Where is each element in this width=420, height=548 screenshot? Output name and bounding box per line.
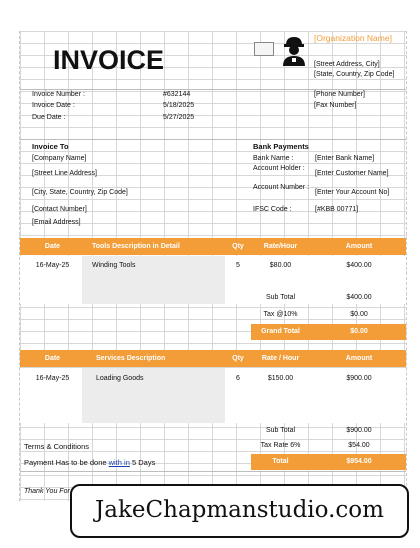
due-date-label: Due Date : — [32, 114, 66, 121]
services-subtotal-value: $900.00 — [346, 427, 372, 434]
divider — [20, 471, 406, 472]
bank-name-value: [Enter Bank Name] — [315, 155, 375, 162]
email-address: [Email Address] — [32, 219, 81, 226]
invoice-to-heading: Invoice To — [32, 142, 69, 151]
invoice-date-value: 5/18/2025 — [163, 102, 195, 109]
services-col-rate: Rate / Hour — [261, 355, 300, 362]
watermark-banner: JakeChapmanstudio.com — [70, 484, 409, 538]
services-row-amount: $900.00 — [346, 375, 372, 382]
thank-you-text: Thank You For — [24, 488, 70, 495]
logo-placeholder — [254, 42, 274, 56]
services-col-amount: Amount — [345, 355, 373, 362]
worker-icon — [279, 34, 309, 66]
services-row-date: 16-May-25 — [35, 375, 70, 382]
tools-grand-total-value: $0.00 — [350, 328, 368, 335]
account-number-value: [Enter Your Account No] — [315, 189, 390, 196]
tools-tax-label: Tax @10% — [263, 311, 298, 318]
services-row-desc: Loading Goods — [96, 375, 144, 382]
tools-subtotal-label: Sub Total — [265, 294, 296, 301]
org-phone: [Phone Number] — [314, 91, 365, 98]
divider — [20, 89, 406, 90]
tools-row-amount: $400.00 — [346, 262, 372, 269]
invoice-date-label: Invoice Date : — [32, 102, 75, 109]
payment-terms-pre: Payment Has to be done — [24, 458, 109, 467]
ifsc-label: IFSC Code : — [253, 206, 292, 213]
services-total-value: $954.00 — [346, 458, 372, 465]
tools-row-desc: Winding Tools — [92, 262, 136, 269]
tools-row-date: 16-May-25 — [35, 262, 70, 269]
services-col-qty: Qty — [232, 355, 244, 362]
org-name-text: [Organization Name] — [314, 33, 392, 43]
street-address: [Street Line Address] — [32, 170, 97, 177]
due-date-value: 5/27/2025 — [163, 114, 195, 121]
services-total-label: Total — [272, 458, 289, 465]
bank-payments-heading: Bank Payments — [253, 142, 309, 151]
tools-col-amount: Amount — [345, 243, 373, 250]
divider — [20, 139, 406, 140]
invoice-number-value: #632144 — [163, 91, 191, 98]
tools-subtotal-value: $400.00 — [346, 294, 372, 301]
services-col-date: Date — [44, 355, 61, 362]
org-state-text: [State, Country, Zip Code] — [314, 71, 395, 78]
terms-heading: Terms & Conditions — [24, 442, 90, 451]
tools-col-rate: Rate/Hour — [263, 243, 298, 250]
company-name: [Company Name] — [32, 155, 87, 162]
org-state — [314, 71, 402, 79]
payment-terms — [24, 458, 155, 467]
account-number-label-text: Account Number : — [253, 184, 310, 191]
invoice-title: INVOICE — [53, 45, 165, 75]
org-name — [314, 33, 404, 43]
tools-row-qty: 5 — [236, 262, 240, 269]
services-tax-value: $54.00 — [348, 442, 370, 449]
city-address: [City, State, Country, Zip Code] — [32, 189, 128, 196]
bank-name-label: Bank Name : — [253, 155, 294, 162]
account-number-label — [253, 184, 311, 192]
invoice-number-label: Invoice Number : — [32, 91, 85, 98]
account-holder-label-text: Account Holder : — [253, 165, 305, 172]
contact-number: [Contact Number] — [32, 206, 87, 213]
org-street: [Street Address, City] — [314, 61, 380, 68]
org-fax: [Fax Number] — [314, 102, 357, 109]
invoice-sheet — [19, 31, 407, 501]
tools-row-rate: $80.00 — [269, 262, 292, 269]
services-col-desc: Services Description — [96, 355, 166, 362]
tools-col-qty: Qty — [232, 243, 244, 250]
account-holder-value: [Enter Customer Name] — [315, 170, 389, 177]
tools-tax-value: $0.00 — [350, 311, 368, 318]
payment-terms-post: 5 Days — [129, 458, 156, 467]
tools-col-desc: Tools Description in Detail — [92, 243, 180, 250]
services-subtotal-label: Sub Total — [265, 427, 296, 434]
services-row-qty: 6 — [236, 375, 240, 382]
ifsc-value: [#KBB 00771] — [315, 206, 359, 213]
tools-col-date: Date — [44, 243, 61, 250]
tools-grand-total-label: Grand Total — [261, 328, 300, 335]
payment-terms-link: with in — [108, 458, 130, 467]
services-row-rate: $150.00 — [267, 375, 294, 382]
account-holder-label — [253, 165, 311, 173]
services-tax-label: Tax Rate 6% — [260, 442, 301, 449]
